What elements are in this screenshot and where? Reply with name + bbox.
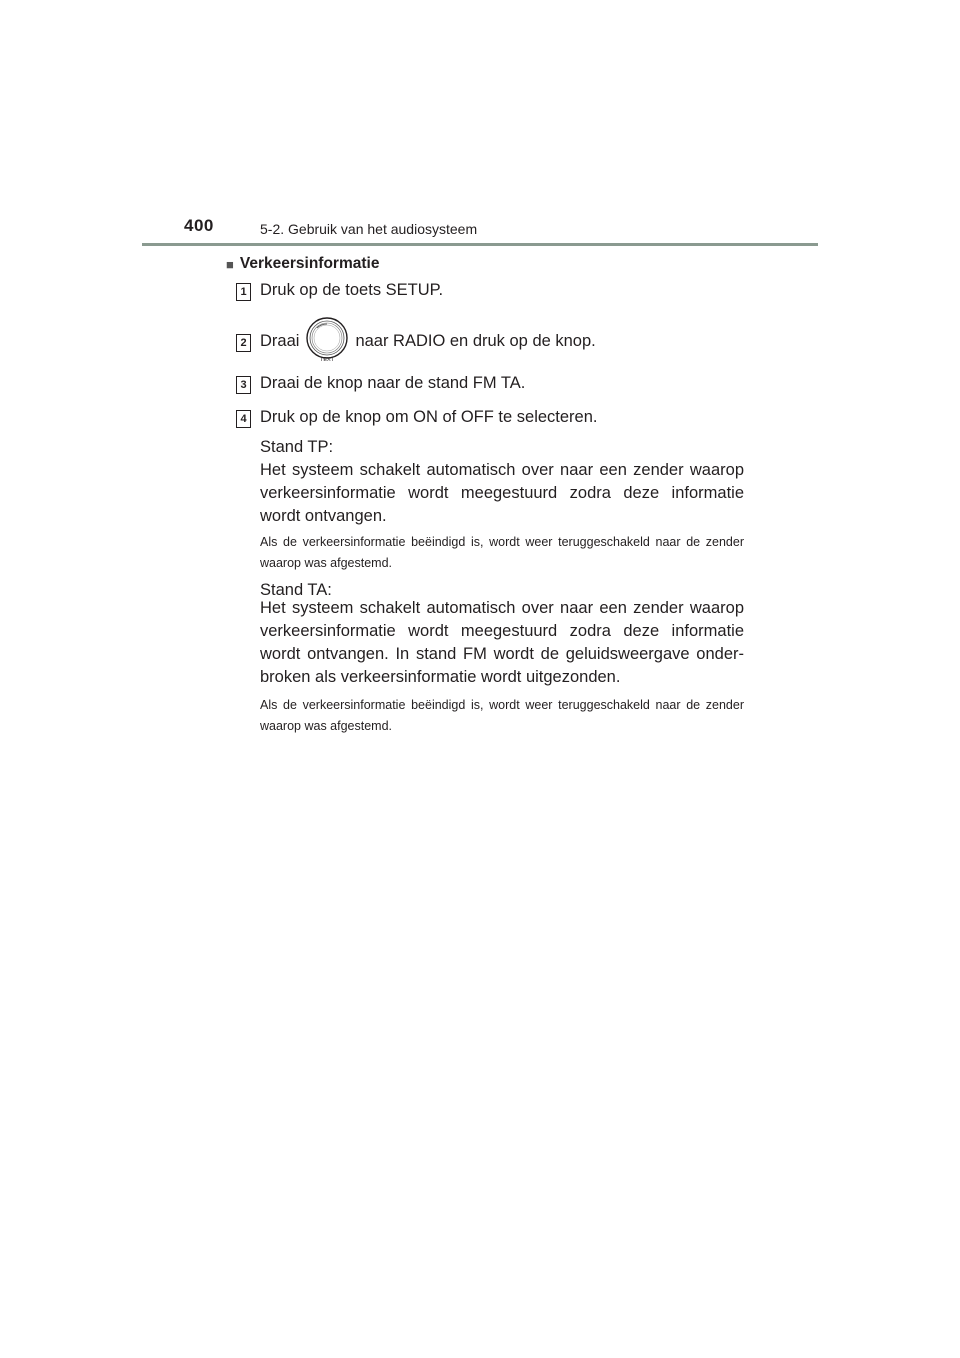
ta-note: Als de verkeersinformatie beëindigd is, wordt weer teruggeschakeld naar de zender waarop was afgestemd. bbox=[260, 698, 744, 733]
step-3-text: Draai de knop naar de stand FM TA. bbox=[260, 374, 526, 392]
step-2-text bbox=[260, 316, 596, 367]
ta-label: Stand TA: bbox=[260, 581, 332, 599]
step-2-text-after: naar RADIO en druk op de knop. bbox=[355, 332, 596, 350]
knob-label: TEXT bbox=[320, 357, 335, 362]
step-number-3: 3 bbox=[236, 376, 251, 394]
step-number-4: 4 bbox=[236, 410, 251, 428]
subheading bbox=[226, 255, 379, 273]
subheading-text: Verkeersinformatie bbox=[239, 255, 380, 272]
tune-knob-icon bbox=[305, 316, 349, 367]
header-divider bbox=[142, 243, 818, 246]
step-number-2: 2 bbox=[236, 334, 251, 352]
ta-description: Het systeem schakelt automatisch over naar een zender waarop verkeersinformatie wordt meegestuurd zodra deze informatie wordt ontvangen. In stand FM wordt de geluidsweergave onder-broken als verkeersinformatie wordt uitgezonden. bbox=[260, 599, 744, 686]
step-4-text: Druk op de knop om ON of OFF te selecteren. bbox=[260, 408, 598, 426]
tp-label: Stand TP: bbox=[260, 438, 334, 456]
page-number: 400 bbox=[184, 216, 214, 235]
tp-description: Het systeem schakelt automatisch over naar een zender waarop verkeersinformatie wordt meegestuurd zodra deze informatie wordt ontvangen. bbox=[260, 461, 744, 525]
bullet-square-icon: ■ bbox=[226, 256, 234, 272]
section-header: 5-2. Gebruik van het audiosysteem bbox=[260, 221, 478, 237]
step-2-text-before: Draai bbox=[260, 332, 300, 350]
step-number-1: 1 bbox=[236, 283, 251, 301]
step-1-text: Druk op de toets SETUP. bbox=[260, 281, 444, 299]
tp-note: Als de verkeersinformatie beëindigd is, wordt weer teruggeschakeld naar de zender waarop was afgestemd. bbox=[260, 535, 744, 570]
